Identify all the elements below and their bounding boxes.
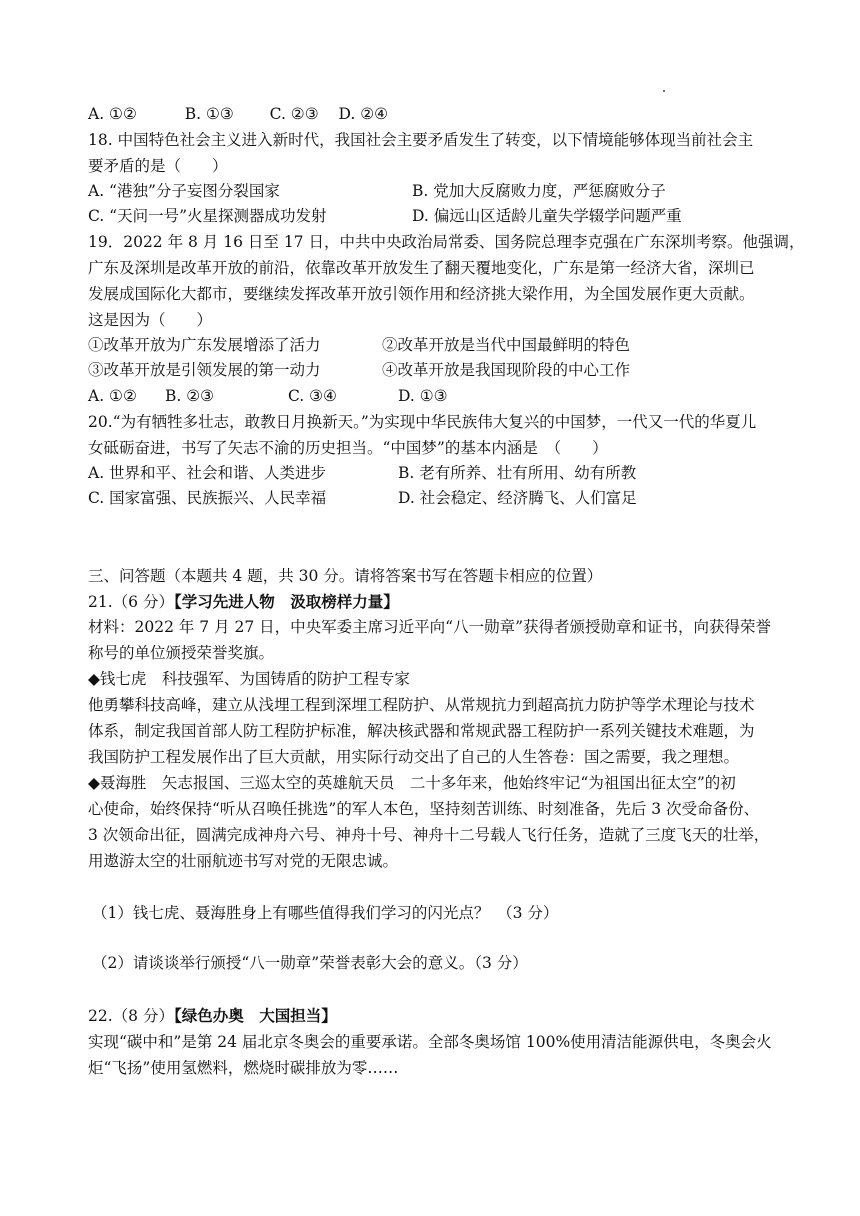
q17-option-b: B. ①③	[184, 105, 234, 123]
q21-person1-line1: 他勇攀科技高峰，建立从浅埋工程到深埋工程防护、从常规抗力到超高抗力防护等学术理论与技术	[88, 696, 755, 714]
q21-topic: 【学习先进人物 汲取榜样力量】	[173, 592, 399, 611]
q19-stem-line2: 广东及深圳是改革开放的前沿，依靠改革开放发生了翻天覆地变化，广东是第一经济大省，深圳已	[88, 259, 755, 277]
q19-item-2: ②改革开放是当代中国最鲜明的特色	[382, 336, 631, 354]
q18-option-b: B. 党加大反腐败力度，严惩腐败分子	[412, 182, 666, 200]
q21-person2-line3: 3 次领命出征，圆满完成神舟六号、神舟十号、神舟十二号载人飞行任务，造就了三度飞天的壮举，	[88, 826, 770, 844]
q19-stem-line3: 发展成国际化大都市，要继续发挥改革开放引领作用和经济挑大梁作用，为全国发展作更大贡献。	[88, 285, 755, 303]
q19-stem-line4: 这是因为（ ）	[88, 311, 213, 329]
q21-material-line2: 称号的单位颁授荣誉奖旗。	[88, 644, 275, 662]
q19-option-c: C. ③④	[288, 387, 337, 405]
q21-subquestion-2: （2）请谈谈举行颁授“八一勋章”荣誉表彰大会的意义。（3 分）	[92, 954, 528, 972]
q20-stem-line1: 20.“为有牺牲多壮志，敢教日月换新天。”为实现中华民族伟大复兴的中国梦，一代又一代的华夏儿	[88, 413, 757, 431]
q22-score: 22.（8 分）	[88, 1007, 174, 1025]
q18-option-a: A. “港独”分子妄图分裂国家	[88, 182, 280, 200]
q21-subquestion-1: （1）钱七虎、聂海胜身上有哪些值得我们学习的闪光点？ （3 分）	[92, 904, 559, 922]
q21-person1-heading: ◆钱七虎 科技强军、为国铸盾的防护工程专家	[88, 670, 410, 688]
section3-header: 三、问答题（本题共 4 题，共 30 分。请将答案书写在答题卡相应的位置）	[88, 567, 603, 585]
q17-option-a: A. ①②	[88, 105, 137, 123]
q17-options	[88, 103, 388, 125]
q21-material-line1: 材料：2022 年 7 月 27 日，中央军委主席习近平向“八一勋章”获得者颁授勋章和证书，向获得荣誉	[88, 618, 772, 636]
q20-option-b: B. 老有所养、壮有所用、幼有所教	[398, 464, 637, 482]
q19-item-4: ④改革开放是我国现阶段的中心工作	[382, 361, 631, 379]
q19-item-1: ①改革开放为广东发展增添了活力	[88, 336, 321, 354]
q21-title	[88, 591, 399, 613]
q21-person2-line2: 心使命，始终保持“听从召唤任挑选”的军人本色，坚持刻苦训练、时刻准备，先后 3 次受命备份、	[88, 800, 760, 818]
q21-person2-line4: 用遨游太空的壮丽航迹书写对党的无限忠诚。	[88, 852, 399, 870]
q19-stem-line1: 19．2022 年 8 月 16 日至 17 日，中共中央政治局常委、国务院总理李克强在广东深圳考察。他强调，	[88, 233, 805, 251]
q19-option-b: B. ②③	[165, 387, 215, 405]
scan-speck	[663, 90, 665, 92]
q19-item-3: ③改革开放是引领发展的第一动力	[88, 361, 321, 379]
q18-stem-line2: 要矛盾的是（ ）	[88, 157, 228, 175]
q18-option-c: C. “天问一号”火星探测器成功发射	[88, 207, 327, 225]
q21-person1-line2: 体系，制定我国首部人防工程防护标准，解决核武器和常规武器工程防护一系列关键技术难题，为	[88, 722, 755, 740]
q21-person2-line1: ◆聂海胜 矢志报国、三巡太空的英雄航天员 二十多年来，他始终牢记“为祖国出征太空”的初	[88, 774, 736, 792]
q20-option-a: A. 世界和平、社会和谐、人类进步	[88, 464, 327, 482]
q22-title	[88, 1005, 337, 1027]
q18-stem-line1: 18. 中国特色社会主义进入新时代，我国社会主要矛盾发生了转变，以下情境能够体现当前社会主	[88, 131, 754, 149]
q22-line1: 实现“碳中和”是第 24 届北京冬奥会的重要承诺。全部冬奥场馆 100%使用清洁能源供电，冬奥会火	[88, 1033, 772, 1051]
q19-option-a: A. ①②	[88, 387, 137, 405]
q21-score: 21.（6 分）	[88, 593, 174, 611]
q17-option-c: C. ②③	[269, 105, 319, 123]
q19-option-d: D. ①③	[398, 387, 448, 405]
q18-option-d: D. 偏远山区适龄儿童失学辍学问题严重	[412, 207, 682, 225]
q20-option-d: D. 社会稳定、经济腾飞、人们富足	[398, 489, 637, 507]
q20-stem-line2: 女砥砺奋进，书写了矢志不渝的历史担当。“中国梦”的基本内涵是 （ ）	[88, 439, 608, 457]
q21-person1-line3: 我国防护工程发展作出了巨大贡献，用实际行动交出了自己的人生答卷：国之需要，我之理想。	[88, 748, 740, 766]
q22-line2: 炬“飞扬”使用氢燃料，燃烧时碳排放为零……	[88, 1059, 399, 1077]
q22-topic: 【绿色办奥 大国担当】	[173, 1006, 337, 1025]
q17-option-d: D. ②④	[338, 105, 388, 123]
q20-option-c: C. 国家富强、民族振兴、人民幸福	[88, 489, 327, 507]
